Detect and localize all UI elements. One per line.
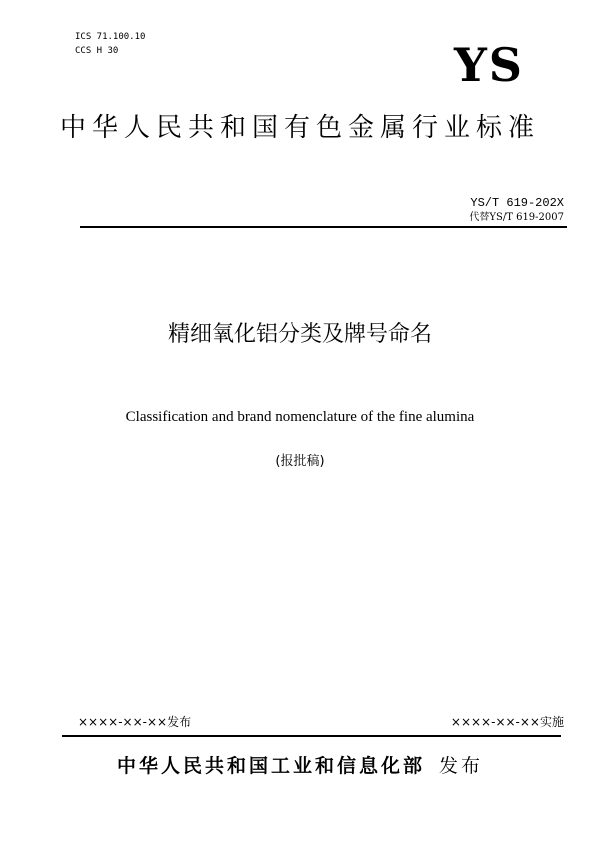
ics-code: ICS 71.100.10 [75, 32, 146, 42]
implementation-date: ××××-××-××实施 [450, 715, 564, 729]
draft-status: (报批稿) [275, 454, 325, 469]
issue-verb: 发布 [439, 755, 484, 777]
ys-logo: YS [453, 38, 524, 92]
classification-codes [75, 30, 145, 58]
footer-divider [62, 735, 561, 737]
ccs-code: CCS H 30 [75, 46, 119, 56]
issue-date: ××××-××-××发布 [78, 715, 192, 729]
header-divider [80, 226, 567, 228]
title-english: Classification and brand nomenclature of the fine alumina [125, 409, 475, 425]
issuer-line [0, 752, 600, 780]
issuing-authority: 中华人民共和国工业和信息化部 [116, 755, 425, 777]
title-chinese: 精细氧化铝分类及牌号命名 [167, 322, 432, 347]
standard-type-heading: 中华人民共和国有色金属行业标准 [59, 113, 540, 143]
replaces-standard: 代替YS/T 619-2007 [469, 212, 564, 223]
standard-number: YS/T 619-202X [470, 196, 564, 210]
